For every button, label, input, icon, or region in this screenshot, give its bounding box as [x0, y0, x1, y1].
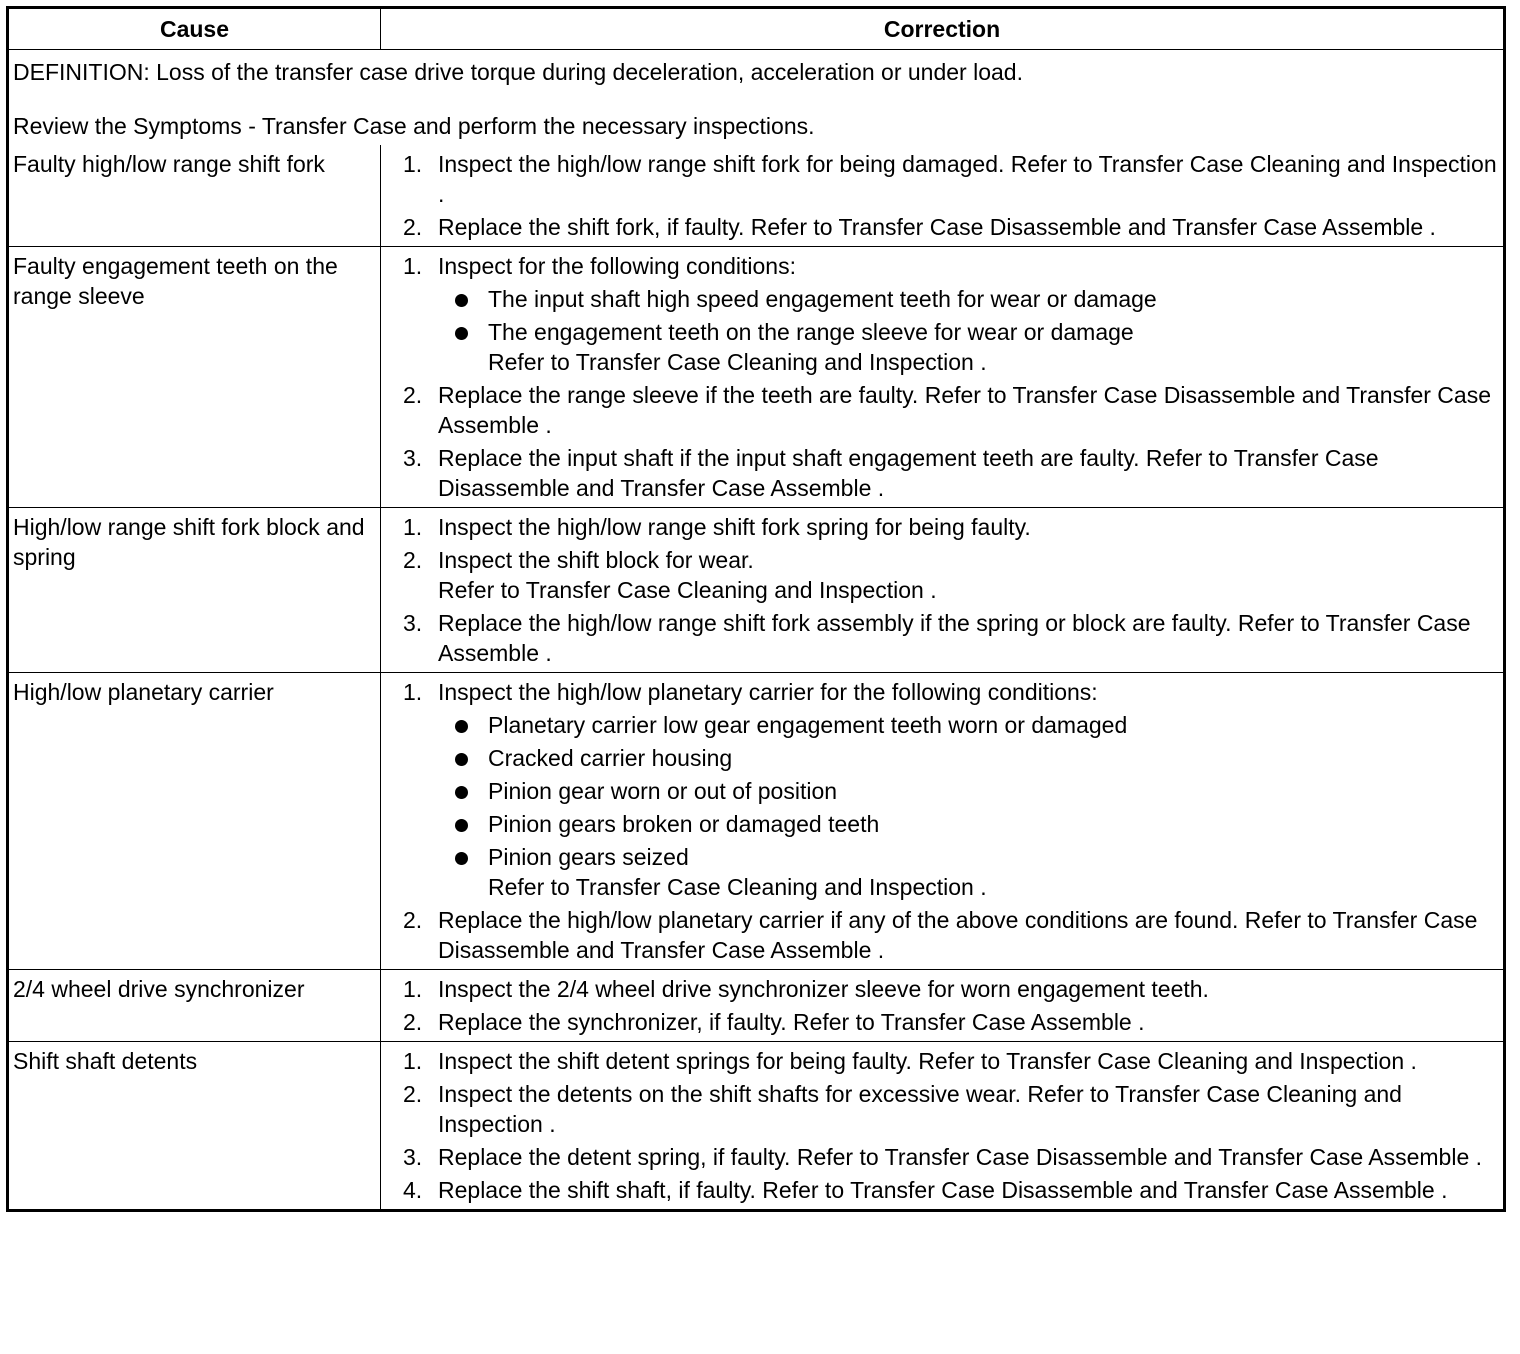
step-body	[438, 380, 1499, 440]
step-number: 3.	[403, 610, 423, 636]
step-body	[438, 212, 1499, 242]
step-text: Replace the input shaft if the input shaft engagement teeth are faulty. Refer to Transfer Case Disassemble and Transfer Case Assemble .	[438, 445, 1379, 501]
step-body	[438, 251, 1499, 377]
correction-cell	[381, 970, 1503, 1041]
step-text: Replace the shift fork, if faulty. Refer to Transfer Case Disassemble and Transfer Case Assemble .	[438, 214, 1436, 240]
step-body	[438, 974, 1499, 1004]
step-text: Replace the detent spring, if faulty. Refer to Transfer Case Disassemble and Transfer Case Assemble .	[438, 1144, 1483, 1170]
bullet-item	[438, 284, 1499, 314]
correction-step	[403, 545, 1499, 605]
step-body	[438, 512, 1499, 542]
bullet-icon	[438, 317, 488, 347]
correction-step	[403, 1175, 1499, 1205]
step-body	[438, 608, 1499, 668]
bullet-item	[438, 776, 1499, 806]
step-text: Inspect the shift detent springs for being faulty. Refer to Transfer Case Cleaning and Inspection .	[438, 1048, 1417, 1074]
header-cause: Cause	[9, 9, 381, 49]
bullet-icon	[438, 710, 488, 740]
definition-text: DEFINITION: Loss of the transfer case drive torque during deceleration, acceleration or under load.	[13, 59, 1023, 85]
bullet-text: Cracked carrier housing	[488, 745, 733, 771]
step-text: Replace the synchronizer, if faulty. Refer to Transfer Case Assemble .	[438, 1009, 1145, 1035]
table-row	[9, 246, 1503, 507]
correction-step	[403, 512, 1499, 542]
correction-step	[403, 974, 1499, 1004]
bullet-item	[438, 809, 1499, 839]
correction-step	[403, 905, 1499, 965]
bullet-text: The engagement teeth on the range sleeve for wear or damage	[488, 319, 1134, 345]
table-header-row	[9, 9, 1503, 49]
table-row	[9, 1041, 1503, 1209]
step-text: Inspect the high/low range shift fork spring for being faulty.	[438, 514, 1031, 540]
step-number: 2.	[403, 547, 423, 573]
correction-step	[403, 251, 1499, 377]
step-body	[438, 545, 1499, 605]
correction-step	[403, 1079, 1499, 1139]
bullet-text: Pinion gears broken or damaged teeth	[488, 811, 880, 837]
correction-step	[403, 1046, 1499, 1076]
step-number: 1.	[403, 1048, 423, 1074]
correction-step	[403, 443, 1499, 503]
correction-step	[403, 677, 1499, 902]
bullet-text: Pinion gears seized	[488, 844, 689, 870]
bullet-text: The input shaft high speed engagement teeth for wear or damage	[488, 286, 1157, 312]
step-text: Replace the range sleeve if the teeth are faulty. Refer to Transfer Case Disassemble and Transfer Case Assemble .	[438, 382, 1492, 438]
step-text: Replace the high/low range shift fork assembly if the spring or block are faulty. Refer to Transfer Case Assemble .	[438, 610, 1471, 666]
step-number: 1.	[403, 151, 423, 177]
step-text: Replace the high/low planetary carrier if any of the above conditions are found. Refer to Transfer Case Disassemble and Transfer Case Assemble .	[438, 907, 1478, 963]
step-number: 2.	[403, 1081, 423, 1107]
table-row	[9, 507, 1503, 672]
step-text-line2: Refer to Transfer Case Cleaning and Inspection .	[438, 577, 937, 603]
bullet-item	[438, 842, 1499, 872]
cause-cell: 2/4 wheel drive synchronizer	[9, 970, 381, 1041]
step-body	[438, 443, 1499, 503]
diagnostic-table	[6, 6, 1506, 1212]
step-text: Inspect the high/low planetary carrier for the following conditions:	[438, 679, 1098, 705]
definition-row	[9, 49, 1503, 145]
table-row	[9, 145, 1503, 246]
correction-step	[403, 608, 1499, 668]
cause-cell: Shift shaft detents	[9, 1042, 381, 1209]
correction-step	[403, 1142, 1499, 1172]
step-number: 3.	[403, 445, 423, 471]
bullet-icon	[438, 809, 488, 839]
step-body	[438, 1046, 1499, 1076]
step-number: 2.	[403, 907, 423, 933]
step-number: 4.	[403, 1177, 423, 1203]
bullet-icon	[438, 284, 488, 314]
step-number: 2.	[403, 214, 423, 240]
correction-cell	[381, 247, 1503, 507]
correction-step	[403, 1007, 1499, 1037]
step-text: Replace the shift shaft, if faulty. Refer to Transfer Case Disassemble and Transfer Case Assemble .	[438, 1177, 1448, 1203]
bullet-item	[438, 710, 1499, 740]
correction-step	[403, 380, 1499, 440]
step-number: 1.	[403, 514, 423, 540]
step-reference: Refer to Transfer Case Cleaning and Inspection .	[488, 349, 987, 375]
bullet-icon	[438, 776, 488, 806]
bullet-icon	[438, 743, 488, 773]
step-text: Inspect for the following conditions:	[438, 253, 796, 279]
correction-step	[403, 212, 1499, 242]
step-body	[438, 677, 1499, 902]
correction-cell	[381, 508, 1503, 672]
cause-cell: Faulty high/low range shift fork	[9, 145, 381, 246]
step-body	[438, 1142, 1499, 1172]
correction-step	[403, 149, 1499, 209]
step-text: Inspect the detents on the shift shafts for excessive wear. Refer to Transfer Case Cleaning and Inspection .	[438, 1081, 1402, 1137]
step-text: Inspect the shift block for wear.	[438, 547, 754, 573]
cause-cell: High/low planetary carrier	[9, 673, 381, 969]
bullet-item	[438, 317, 1499, 347]
table-row	[9, 672, 1503, 969]
definition-cell	[9, 50, 1503, 145]
step-reference: Refer to Transfer Case Cleaning and Inspection .	[488, 874, 987, 900]
step-body	[438, 1079, 1499, 1139]
cause-cell: Faulty engagement teeth on the range sleeve	[9, 247, 381, 507]
step-number: 1.	[403, 679, 423, 705]
step-text: Inspect the 2/4 wheel drive synchronizer sleeve for worn engagement teeth.	[438, 976, 1209, 1002]
bullet-item	[438, 743, 1499, 773]
definition-review-text: Review the Symptoms - Transfer Case and perform the necessary inspections.	[13, 113, 815, 139]
header-correction: Correction	[883, 16, 1001, 42]
step-number: 3.	[403, 1144, 423, 1170]
correction-cell	[381, 673, 1503, 969]
step-number: 1.	[403, 976, 423, 1002]
bullet-text: Pinion gear worn or out of position	[488, 778, 838, 804]
step-body	[438, 1175, 1499, 1205]
cause-cell: High/low range shift fork block and spring	[9, 508, 381, 672]
step-number: 2.	[403, 1009, 423, 1035]
correction-cell	[381, 1042, 1503, 1209]
step-number: 1.	[403, 253, 423, 279]
step-body	[438, 149, 1499, 209]
step-body	[438, 1007, 1499, 1037]
step-body	[438, 905, 1499, 965]
table-row	[9, 969, 1503, 1041]
bullet-icon	[438, 842, 488, 872]
step-text: Inspect the high/low range shift fork for being damaged. Refer to Transfer Case Cleaning and Inspection .	[438, 151, 1497, 207]
step-number: 2.	[403, 382, 423, 408]
correction-cell	[381, 145, 1503, 246]
bullet-text: Planetary carrier low gear engagement teeth worn or damaged	[488, 712, 1128, 738]
